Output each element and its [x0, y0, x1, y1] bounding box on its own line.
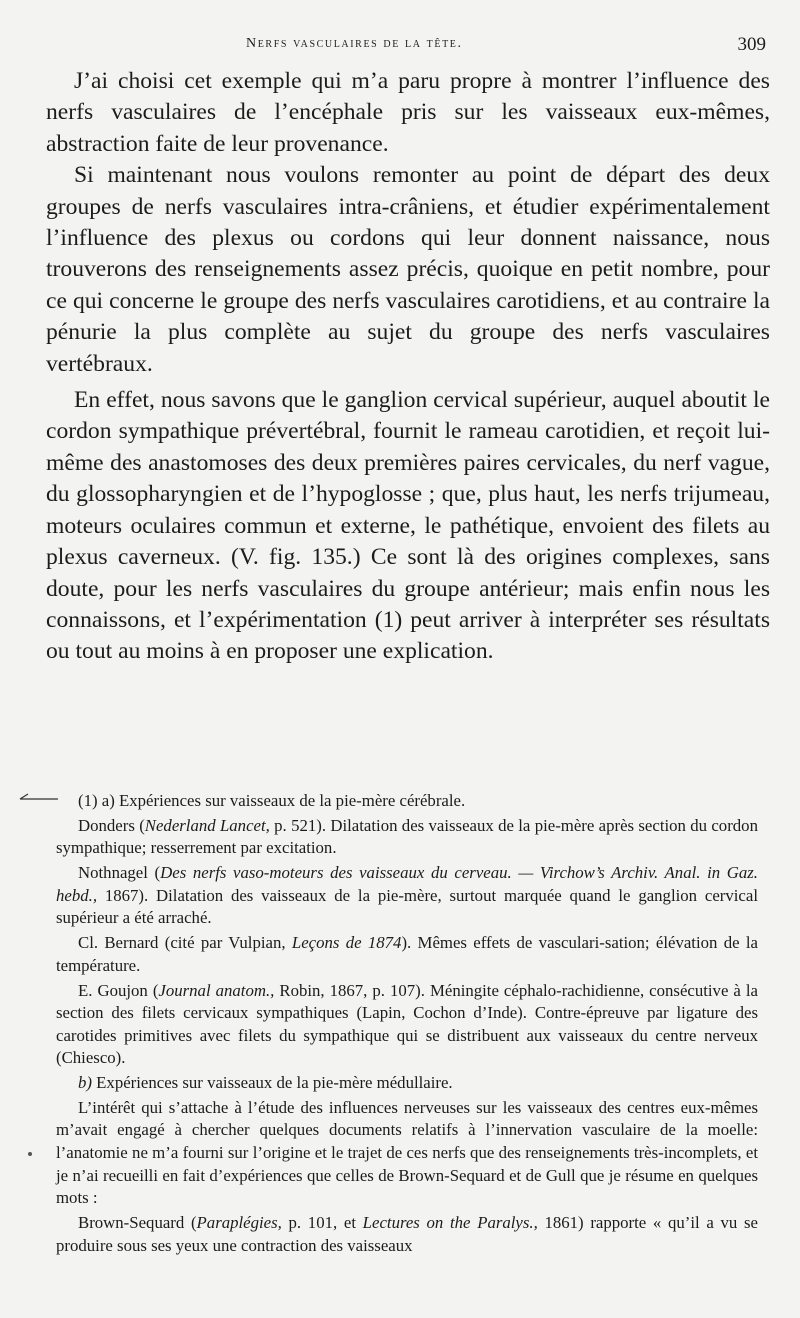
main-text: [46, 66, 770, 668]
footnote-marker: (1) a): [78, 791, 115, 810]
footnote-b: b) Expériences sur vaisseaux de la pie-mère médullaire.: [78, 1073, 453, 1093]
paragraph-3: En effet, nous savons que le ganglion cervical supérieur, auquel aboutit le cordon sympathique prévertébral, fournit le rameau carotidien, et reçoit lui-même des anastomoses des deux premières paires cervicales, du nerf vague, du glossopharyngien et de l’hypoglosse ; que, plus haut, les nerfs trijumeau, moteurs oculaires commun et externe, le pathétique, envoient des filets au plexus caverneux. (V. fig. 135.) Ce sont là des origines complexes, sans doute, pour les nerfs vasculaires du groupe antérieur; mais enfin nous les connaissons, et l’expérimentation (1) peut arriver à interpréter ses résultats ou tout au moins à en proposer une explication.: [46, 387, 770, 665]
page-header: [76, 34, 766, 58]
margin-dot: [28, 1152, 32, 1156]
footnotes: [56, 790, 758, 1259]
footnote-1: (1) a) Expériences sur vaisseaux de la pie-mère cérébrale.: [78, 791, 466, 810]
running-head: Nerfs vasculaires de la tête.: [246, 36, 463, 51]
footnote-donders: Donders (Nederland Lancet, p. 521). Dilatation des vaisseaux de la pie-mère après section du cordon sympathique; resserrement par excitation.: [56, 815, 758, 858]
footnote-goujon: E. Goujon (Journal anatom., Robin, 1867, p. 107). Méningite céphalo-rachidienne, consécutive à la section des filets cervicaux sympathiques (Lapin, Cochon d’Inde). Contre-épreuve par ligature des carotides primitives avec filets du sympathique qui se distribuent aux vaisseaux du centre nerveux (Chiesco).: [56, 980, 758, 1068]
footnote-brown-sequard: Brown-Sequard (Paraplégies, p. 101, et Lectures on the Paralys., 1861) rapporte « qu’il a vu se produire sous ses yeux une contraction des vaisseaux: [56, 1213, 758, 1255]
margin-arrow-icon: [12, 790, 60, 806]
footnote-bernard: Cl. Bernard (cité par Vulpian, Leçons de 1874). Mêmes effets de vasculari-sation; élévation de la température.: [56, 933, 758, 975]
footnote-nothnagel: Nothnagel (Des nerfs vaso-moteurs des vaisseaux du cerveau. — Virchow’s Archiv. Anal. in Gaz. hebd., 1867). Dilatation des vaisseaux de la pie-mère, surtout marquée quand le ganglion cervical supérieur a été arraché.: [56, 863, 758, 928]
footnote-b-marker: b): [78, 1073, 92, 1093]
page-number: 309: [737, 34, 766, 55]
footnote-interet: L’intérêt qui s’attache à l’étude des influences nerveuses sur les vaisseaux des centres eux-mêmes m’avait engagé à chercher quelques documents relatifs à l’innervation vasculaire de la moelle: l’anatomie ne m’a fourni sur l’origine et le trajet de ces nerfs que des renseignements très-incomplets, et je n’ai recueilli en fait d’expériences que celles de Brown-Sequard et de Gull que je résume en quelques mots :: [56, 1097, 758, 1208]
paragraph-2: Si maintenant nous voulons remonter au point de départ des deux groupes de nerfs vasculaires intra-crâniens, et étudier expérimentalement l’influence des plexus ou cordons qui leur donnent naissance, nous trouverons des renseignements assez précis, quoique en petit nombre, pour ce qui concerne le groupe des nerfs vasculaires carotidiens, et au contraire la pénurie la plus complète au sujet du groupe des nerfs vasculaires vertébraux.: [46, 162, 770, 377]
paragraph-1: J’ai choisi cet exemple qui m’a paru propre à montrer l’influence des nerfs vasculaires de l’encéphale pris sur les vaisseaux eux-mêmes, abstraction faite de leur provenance.: [46, 68, 770, 157]
